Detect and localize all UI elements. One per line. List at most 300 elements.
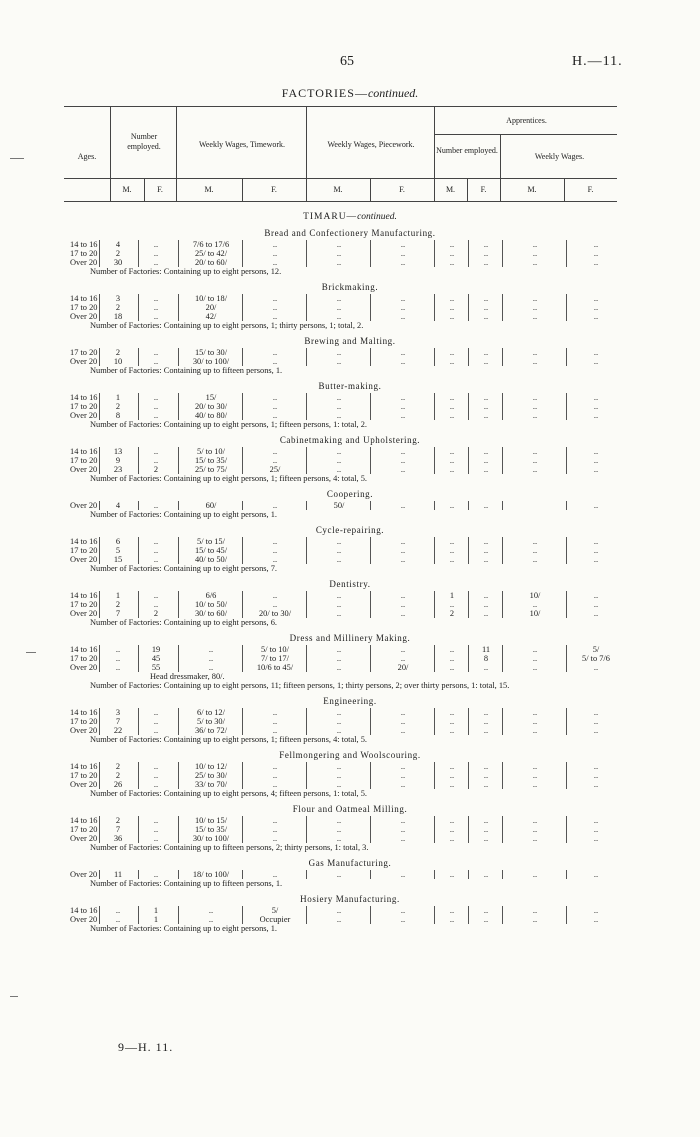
- table-cell: ..: [449, 348, 455, 357]
- column-rule: [502, 780, 503, 789]
- table-cell: ..: [483, 393, 489, 402]
- age-cell: 14 to 16: [70, 762, 98, 771]
- column-rule: [468, 915, 469, 924]
- sub-header-f: F.: [399, 185, 405, 194]
- table-cell: ..: [483, 465, 489, 474]
- table-cell: ..: [400, 402, 406, 411]
- column-rule: [306, 600, 307, 609]
- table-cell: ..: [593, 312, 599, 321]
- header-number-employed: Number employed.: [127, 132, 161, 151]
- column-rule: [178, 312, 179, 321]
- section-title: Cabinetmaking and Upholstering.: [279, 435, 421, 445]
- table-cell: ..: [483, 249, 489, 258]
- table-row: [0, 708, 700, 717]
- region-italic: continued.: [357, 212, 397, 222]
- table-cell: ..: [336, 906, 342, 915]
- column-rule: [370, 294, 371, 303]
- table-cell: ..: [593, 357, 599, 366]
- age-cell: Over 20: [70, 726, 98, 735]
- age-cell: Over 20: [70, 609, 98, 618]
- table-cell: ..: [336, 411, 342, 420]
- column-rule: [566, 555, 567, 564]
- table-cell: ..: [336, 654, 342, 663]
- column-rule: [434, 447, 435, 456]
- table-cell: ..: [400, 654, 406, 663]
- industry-section: [0, 435, 700, 483]
- table-cell: ..: [593, 915, 599, 924]
- age-cell: 17 to 20: [70, 249, 98, 258]
- column-rule: [242, 402, 243, 411]
- column-rule: [566, 456, 567, 465]
- table-cell: 2: [115, 402, 121, 411]
- age-cell: Over 20: [70, 258, 98, 267]
- table-cell: 25/ to 75/: [194, 465, 228, 474]
- column-rule: [178, 546, 179, 555]
- age-cell: 14 to 16: [70, 393, 98, 402]
- column-rule: [434, 249, 435, 258]
- column-rule: [468, 303, 469, 312]
- column-rule: [242, 303, 243, 312]
- column-rule: [502, 726, 503, 735]
- column-rule: [370, 555, 371, 564]
- table-cell: ..: [593, 465, 599, 474]
- table-cell: ..: [400, 555, 406, 564]
- age-cell: 17 to 20: [70, 771, 98, 780]
- table-cell: ..: [483, 348, 489, 357]
- table-cell: ..: [532, 537, 538, 546]
- column-rule: [306, 825, 307, 834]
- table-cell: ..: [272, 357, 278, 366]
- table-cell: ..: [272, 258, 278, 267]
- column-rule: [370, 501, 371, 510]
- column-rule: [99, 258, 100, 267]
- table-cell: ..: [336, 447, 342, 456]
- table-cell: ..: [153, 870, 159, 879]
- age-cell: Over 20: [70, 501, 98, 510]
- column-rule: [242, 537, 243, 546]
- table-cell: ..: [272, 816, 278, 825]
- column-rule: [434, 402, 435, 411]
- column-rule: [566, 240, 567, 249]
- factories-count-note: Number of Factories: Containing up to eight persons, 1.: [90, 924, 278, 933]
- table-cell: 3: [115, 294, 121, 303]
- column-rule: [178, 762, 179, 771]
- industry-section: [0, 696, 700, 744]
- table-cell: ..: [449, 249, 455, 258]
- table-cell: 1: [153, 915, 159, 924]
- table-cell: 1: [115, 393, 121, 402]
- column-rule: [178, 240, 179, 249]
- table-cell: 36/ to 72/: [194, 726, 228, 735]
- table-cell: ..: [400, 411, 406, 420]
- section-title: Bread and Confectionery Manufacturing.: [264, 228, 436, 238]
- column-rule: [178, 600, 179, 609]
- table-cell: ..: [449, 834, 455, 843]
- table-cell: ..: [153, 537, 159, 546]
- column-rule: [468, 456, 469, 465]
- table-cell: ..: [532, 546, 538, 555]
- column-rule: [178, 294, 179, 303]
- table-cell: ..: [153, 393, 159, 402]
- column-rule: [434, 645, 435, 654]
- table-cell: 19: [151, 645, 161, 654]
- table-row: [0, 537, 700, 546]
- table-row: [0, 240, 700, 249]
- column-rule: [178, 906, 179, 915]
- column-rule: [434, 411, 435, 420]
- column-rule: [242, 501, 243, 510]
- column-rule: [566, 654, 567, 663]
- table-cell: 45: [151, 654, 161, 663]
- table-cell: ..: [449, 726, 455, 735]
- table-cell: ..: [400, 780, 406, 789]
- table-row: [0, 312, 700, 321]
- table-cell: 4: [115, 501, 121, 510]
- table-cell: ..: [400, 465, 406, 474]
- table-cell: ..: [532, 663, 538, 672]
- column-rule: [434, 780, 435, 789]
- table-cell: 20/ to 30/: [258, 609, 292, 618]
- table-cell: ..: [272, 447, 278, 456]
- column-rule: [434, 609, 435, 618]
- column-rule: [566, 834, 567, 843]
- table-cell: 13: [113, 447, 123, 456]
- age-cell: 17 to 20: [70, 456, 98, 465]
- column-rule: [502, 717, 503, 726]
- column-rule: [370, 402, 371, 411]
- column-rule: [306, 663, 307, 672]
- table-cell: ..: [208, 663, 214, 672]
- column-rule: [502, 591, 503, 600]
- table-row: [0, 771, 700, 780]
- table-row: [0, 546, 700, 555]
- table-row: [0, 501, 700, 510]
- column-rule: [370, 348, 371, 357]
- age-cell: 14 to 16: [70, 447, 98, 456]
- column-rule: [99, 780, 100, 789]
- column-rule: [306, 393, 307, 402]
- sub-header-f: F.: [271, 185, 277, 194]
- table-cell: ..: [532, 312, 538, 321]
- column-rule: [502, 609, 503, 618]
- column-rule: [370, 609, 371, 618]
- table-row: [0, 357, 700, 366]
- age-cell: 14 to 16: [70, 906, 98, 915]
- table-cell: 10/6 to 45/: [256, 663, 294, 672]
- table-cell: 30/ to 100/: [192, 834, 230, 843]
- margin-mark: [10, 158, 24, 159]
- table-cell: ..: [153, 780, 159, 789]
- table-cell: ..: [593, 546, 599, 555]
- age-cell: 14 to 16: [70, 816, 98, 825]
- column-rule: [468, 780, 469, 789]
- table-cell: ..: [593, 708, 599, 717]
- age-cell: 17 to 20: [70, 348, 98, 357]
- table-cell: ..: [400, 771, 406, 780]
- table-cell: ..: [483, 402, 489, 411]
- column-rule: [566, 348, 567, 357]
- table-cell: ..: [483, 708, 489, 717]
- section-title: Coopering.: [326, 489, 374, 499]
- table-cell: ..: [532, 465, 538, 474]
- table-cell: ..: [400, 393, 406, 402]
- column-rule: [566, 357, 567, 366]
- table-row: [0, 717, 700, 726]
- column-rule: [370, 762, 371, 771]
- factories-count-note: Number of Factories: Containing up to fifteen persons, 1.: [90, 366, 283, 375]
- table-cell: 10/ to 12/: [194, 762, 228, 771]
- column-rule: [306, 771, 307, 780]
- table-cell: ..: [400, 726, 406, 735]
- age-cell: Over 20: [70, 312, 98, 321]
- column-rule: [434, 708, 435, 717]
- table-cell: ..: [532, 393, 538, 402]
- table-cell: ..: [336, 303, 342, 312]
- column-rule: [434, 258, 435, 267]
- column-rule: [434, 591, 435, 600]
- table-cell: ..: [449, 708, 455, 717]
- column-rule: [178, 249, 179, 258]
- table-cell: ..: [593, 600, 599, 609]
- column-rule: [566, 447, 567, 456]
- table-cell: ..: [336, 357, 342, 366]
- column-rule: [566, 249, 567, 258]
- table-cell: 3: [115, 708, 121, 717]
- table-cell: ..: [272, 249, 278, 258]
- table-cell: ..: [449, 600, 455, 609]
- table-cell: 15/ to 30/: [194, 348, 228, 357]
- table-cell: ..: [272, 726, 278, 735]
- column-rule: [99, 663, 100, 672]
- column-rule: [178, 537, 179, 546]
- table-cell: ..: [449, 465, 455, 474]
- column-rule: [306, 312, 307, 321]
- table-cell: ..: [336, 708, 342, 717]
- table-row: [0, 294, 700, 303]
- table-row: [0, 870, 700, 879]
- table-cell: ..: [272, 834, 278, 843]
- column-rule: [99, 834, 100, 843]
- table-cell: ..: [593, 249, 599, 258]
- table-cell: ..: [449, 312, 455, 321]
- column-rule: [242, 726, 243, 735]
- column-rule: [566, 762, 567, 771]
- column-rule: [502, 600, 503, 609]
- table-cell: 2: [153, 609, 159, 618]
- section-extra-note: Head dressmaker, 80/.: [150, 672, 225, 681]
- table-cell: ..: [532, 303, 538, 312]
- section-title: Butter-making.: [318, 381, 382, 391]
- table-cell: 5/ to 15/: [197, 537, 225, 546]
- column-rule: [242, 609, 243, 618]
- table-cell: 6/6: [205, 591, 217, 600]
- table-cell: ..: [153, 348, 159, 357]
- table-row: [0, 645, 700, 654]
- column-rule: [306, 546, 307, 555]
- column-rule: [99, 357, 100, 366]
- table-cell: ..: [153, 555, 159, 564]
- table-cell: 5/: [271, 906, 279, 915]
- column-rule: [370, 591, 371, 600]
- table-cell: ..: [272, 600, 278, 609]
- sub-header-f: F.: [587, 185, 594, 194]
- table-cell: 2: [115, 600, 121, 609]
- column-rule: [178, 825, 179, 834]
- column-rule: [99, 402, 100, 411]
- industry-section: [0, 381, 700, 429]
- factories-count-note: Number of Factories: Containing up to eight persons, 6.: [90, 618, 278, 627]
- table-cell: ..: [336, 537, 342, 546]
- table-row: [0, 393, 700, 402]
- table-cell: 42/: [205, 312, 217, 321]
- table-cell: ..: [449, 240, 455, 249]
- table-cell: 60/: [205, 501, 217, 510]
- table-cell: ..: [593, 816, 599, 825]
- column-rule: [468, 546, 469, 555]
- column-rule: [242, 456, 243, 465]
- column-rule: [242, 717, 243, 726]
- age-cell: Over 20: [70, 465, 98, 474]
- column-rule: [468, 834, 469, 843]
- column-rule: [306, 609, 307, 618]
- column-rule: [566, 537, 567, 546]
- industry-section: [0, 489, 700, 519]
- column-rule: [566, 402, 567, 411]
- column-rule: [242, 663, 243, 672]
- sub-header-f: F.: [157, 185, 163, 194]
- table-cell: ..: [400, 357, 406, 366]
- table-cell: ..: [483, 537, 489, 546]
- table-cell: ..: [400, 294, 406, 303]
- table-cell: ..: [449, 906, 455, 915]
- column-rule: [370, 780, 371, 789]
- table-cell: ..: [336, 555, 342, 564]
- table-cell: ..: [272, 393, 278, 402]
- column-rule: [242, 654, 243, 663]
- table-cell: ..: [153, 825, 159, 834]
- table-cell: ..: [532, 348, 538, 357]
- column-rule: [242, 771, 243, 780]
- table-cell: 11: [481, 645, 491, 654]
- column-rule: [99, 771, 100, 780]
- table-cell: ..: [400, 258, 406, 267]
- column-rule: [502, 816, 503, 825]
- table-cell: ..: [483, 312, 489, 321]
- column-rule: [306, 816, 307, 825]
- table-cell: ..: [336, 240, 342, 249]
- table-cell: ..: [336, 546, 342, 555]
- column-rule: [566, 303, 567, 312]
- table-cell: ..: [532, 834, 538, 843]
- table-cell: ..: [532, 762, 538, 771]
- table-cell: ..: [483, 915, 489, 924]
- column-rule: [306, 834, 307, 843]
- table-cell: ..: [449, 825, 455, 834]
- column-rule: [434, 816, 435, 825]
- table-cell: ..: [272, 708, 278, 717]
- table-cell: 5/ to 30/: [197, 717, 225, 726]
- page-title: [0, 86, 700, 101]
- table-cell: ..: [272, 825, 278, 834]
- column-rule: [306, 501, 307, 510]
- table-cell: ..: [336, 834, 342, 843]
- table-cell: ..: [532, 726, 538, 735]
- header-apprentices-wages: Weekly Wages.: [534, 152, 585, 161]
- column-rule: [370, 312, 371, 321]
- column-rule: [434, 870, 435, 879]
- table-cell: 15/ to 35/: [194, 456, 228, 465]
- factories-count-note: Number of Factories: Containing up to eight persons, 1; thirty persons, 1; total, 2.: [90, 321, 364, 330]
- column-rule: [566, 825, 567, 834]
- column-rule: [370, 357, 371, 366]
- column-rule: [434, 915, 435, 924]
- column-rule: [99, 915, 100, 924]
- table-cell: 2: [115, 771, 121, 780]
- table-cell: ..: [483, 609, 489, 618]
- column-rule: [434, 303, 435, 312]
- table-cell: ..: [532, 780, 538, 789]
- column-rule: [502, 348, 503, 357]
- title-italic: continued.: [367, 86, 419, 100]
- table-cell: 7: [115, 825, 121, 834]
- industry-section: [0, 525, 700, 573]
- table-cell: 25/: [269, 465, 281, 474]
- column-rule: [566, 294, 567, 303]
- table-cell: ..: [400, 906, 406, 915]
- column-rule: [566, 816, 567, 825]
- document-reference: H.—11.: [572, 54, 623, 69]
- column-rule: [468, 771, 469, 780]
- column-rule: [99, 546, 100, 555]
- table-cell: ..: [593, 294, 599, 303]
- table-cell: 2: [115, 249, 121, 258]
- table-cell: 5/ to 10/: [197, 447, 225, 456]
- table-cell: 40/ to 50/: [194, 555, 228, 564]
- table-cell: ..: [208, 645, 214, 654]
- table-cell: ..: [593, 663, 599, 672]
- column-rule: [99, 609, 100, 618]
- table-cell: ..: [272, 546, 278, 555]
- signature-mark: 9—H. 11.: [118, 1040, 174, 1054]
- header-wages-piecework: Weekly Wages, Piecework.: [327, 140, 415, 149]
- table-cell: 25/ to 42/: [194, 249, 228, 258]
- column-rule: [99, 240, 100, 249]
- table-cell: ..: [483, 357, 489, 366]
- table-cell: ..: [400, 717, 406, 726]
- column-rule: [242, 555, 243, 564]
- column-rule: [566, 312, 567, 321]
- table-cell: 15/ to 35/: [194, 825, 228, 834]
- table-cell: ..: [153, 501, 159, 510]
- column-rule: [306, 726, 307, 735]
- table-cell: ..: [483, 501, 489, 510]
- column-rule: [502, 294, 503, 303]
- table-row: [0, 465, 700, 474]
- column-rule: [566, 591, 567, 600]
- table-cell: ..: [153, 258, 159, 267]
- column-rule: [99, 348, 100, 357]
- column-rule: [178, 456, 179, 465]
- table-cell: 20/: [397, 663, 409, 672]
- table-cell: ..: [483, 600, 489, 609]
- table-cell: ..: [449, 456, 455, 465]
- column-rule: [468, 240, 469, 249]
- column-rule: [242, 906, 243, 915]
- column-rule: [306, 402, 307, 411]
- column-rule: [178, 834, 179, 843]
- column-rule: [242, 465, 243, 474]
- column-rule: [306, 348, 307, 357]
